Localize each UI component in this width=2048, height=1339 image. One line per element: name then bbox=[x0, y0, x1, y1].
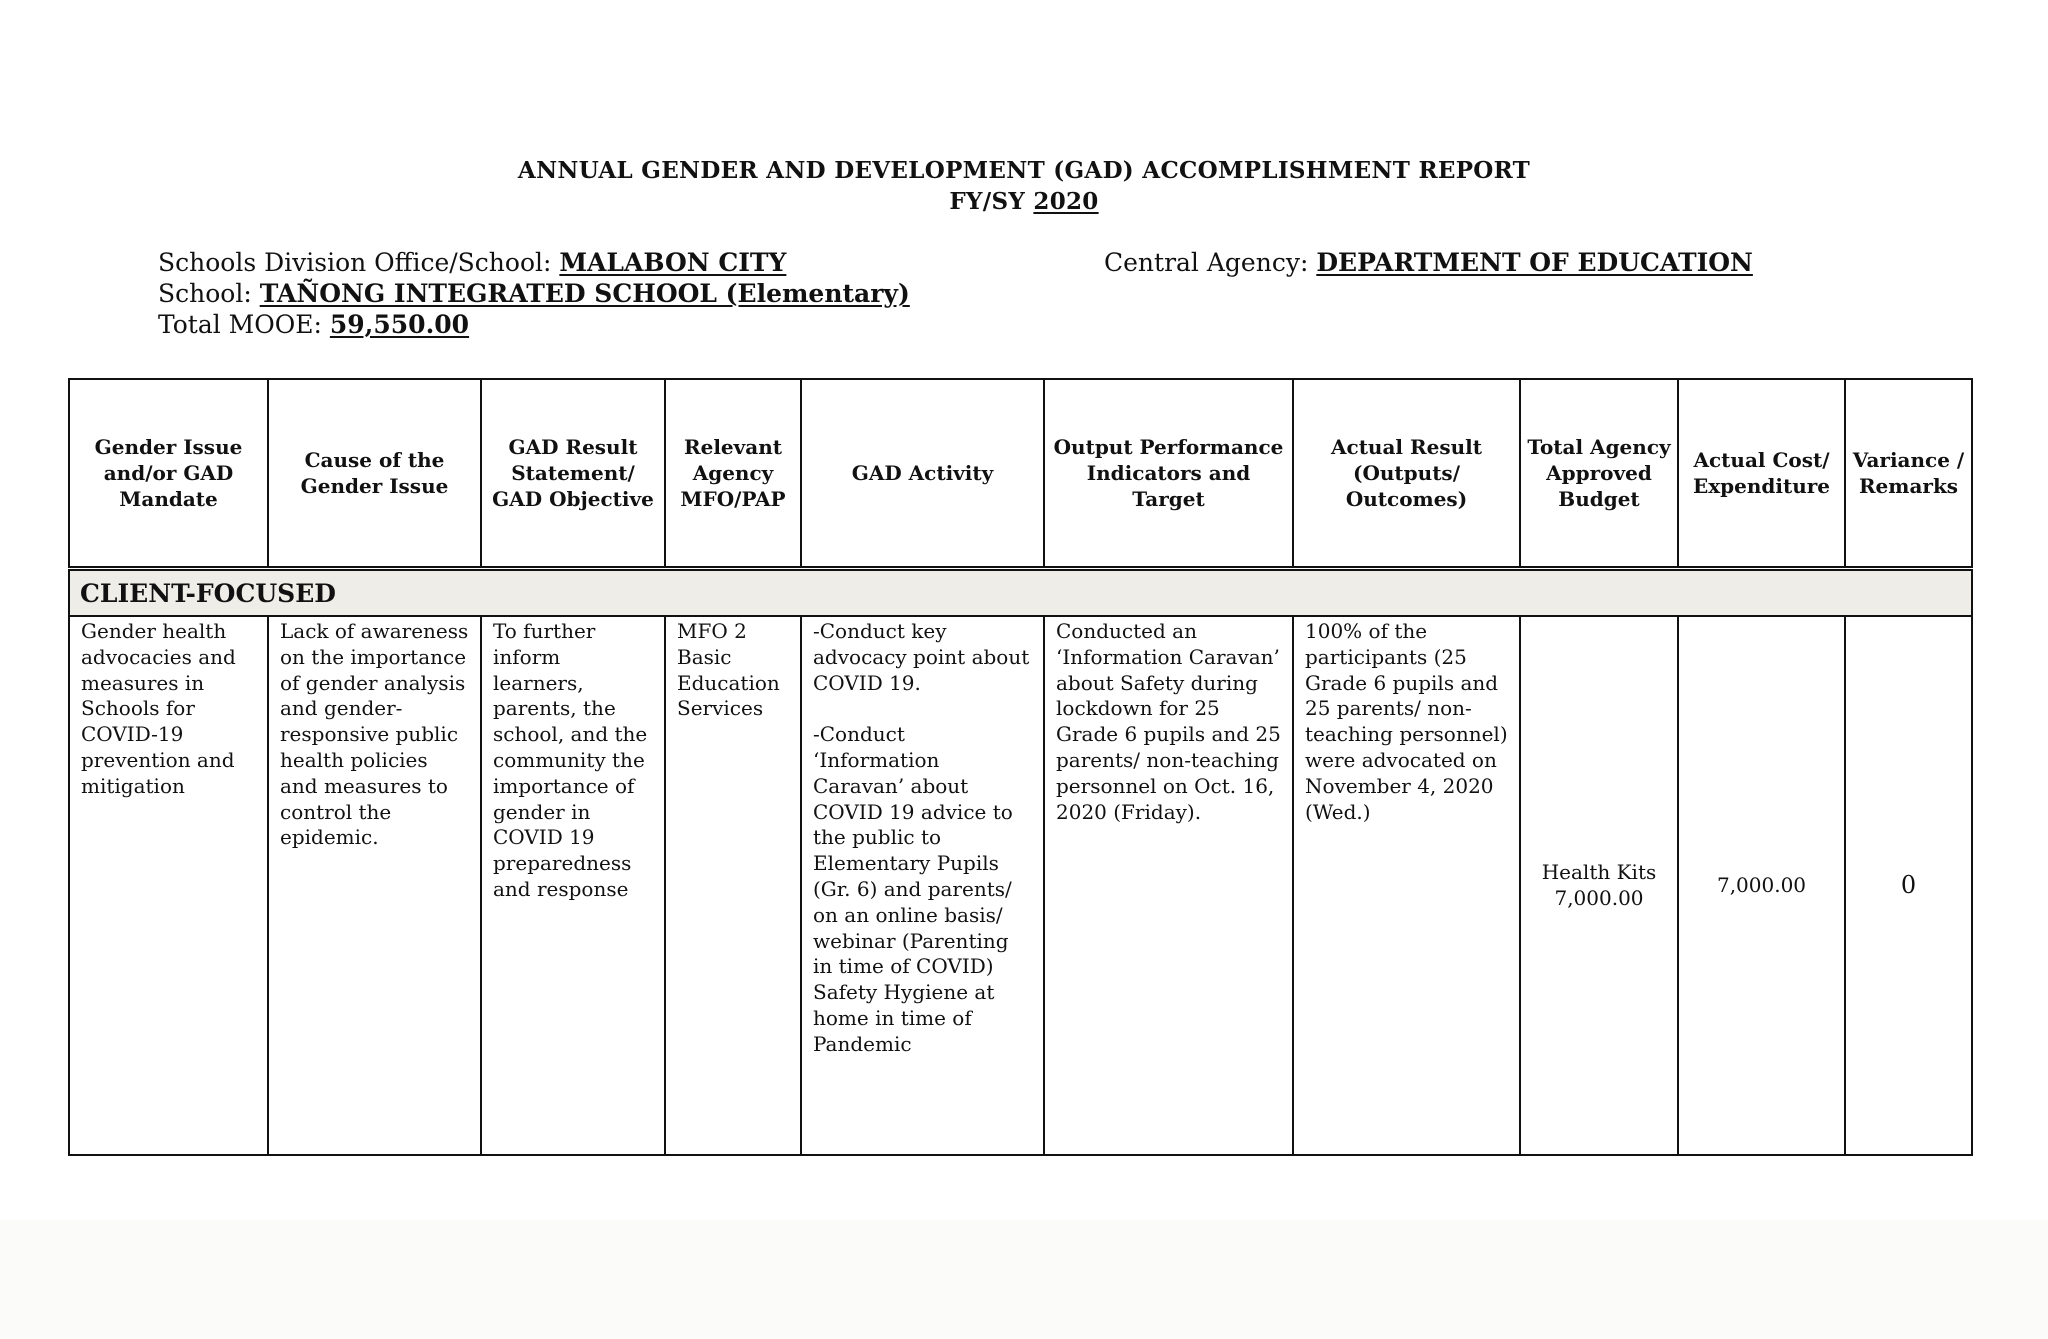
cell-budget: Health Kits 7,000.00 bbox=[1520, 616, 1678, 1155]
header-actual-cost: Actual Cost/ Expenditure bbox=[1678, 379, 1845, 569]
cell-indicators: Conducted an ‘Information Caravan’ about Safety during lockdown for 25 Grade 6 pupils and 25 parents/ non-teaching personnel on Oct. 16, 2020 (Friday). bbox=[1044, 616, 1293, 1155]
division-line bbox=[158, 248, 786, 277]
division-label: Schools Division Office/School: bbox=[158, 248, 560, 277]
table-row bbox=[69, 616, 1972, 1155]
header-output-indicators: Output Performance Indicators and Target bbox=[1044, 379, 1293, 569]
cell-actual-cost: 7,000.00 bbox=[1678, 616, 1845, 1155]
header-mfo-pap: Relevant Agency MFO/PAP bbox=[665, 379, 801, 569]
cell-variance: 0 bbox=[1845, 616, 1972, 1155]
division-value: MALABON CITY bbox=[559, 248, 787, 277]
header-gender-issue: Gender Issue and/or GAD Mandate bbox=[69, 379, 268, 569]
header-row bbox=[69, 379, 1972, 569]
mooe-label: Total MOOE: bbox=[158, 310, 330, 339]
fiscal-year-value: 2020 bbox=[1033, 188, 1099, 215]
report-title: ANNUAL GENDER AND DEVELOPMENT (GAD) ACCOMPLISHMENT REPORT bbox=[517, 157, 1531, 184]
fiscal-year-line bbox=[0, 188, 2048, 215]
section-label: CLIENT-FOCUSED bbox=[69, 569, 1972, 617]
agency-line bbox=[1104, 248, 1753, 277]
header-cause: Cause of the Gender Issue bbox=[268, 379, 481, 569]
header-approved-budget: Total Agency Approved Budget bbox=[1520, 379, 1678, 569]
mooe-value: 59,550.00 bbox=[329, 310, 470, 339]
cell-activity: -Conduct key advocacy point about COVID 19. -Conduct ‘Information Caravan’ about COVID 19 advice to the public to Elementary Pupils (Gr. 6) and parents/ on an online basis/ webinar (Parenting in time of COVID) Safety Hygiene at home in time of Pandemic bbox=[801, 616, 1044, 1155]
school-line bbox=[158, 279, 910, 308]
header-variance: Variance / Remarks bbox=[1845, 379, 1972, 569]
accomplishment-table bbox=[68, 378, 1973, 1156]
mooe-line bbox=[158, 310, 469, 339]
page-bottom-margin bbox=[0, 1220, 2048, 1339]
header-result-statement: GAD Result Statement/ GAD Objective bbox=[481, 379, 665, 569]
section-row bbox=[69, 569, 1972, 617]
agency-value: DEPARTMENT OF EDUCATION bbox=[1316, 248, 1753, 277]
cell-mfo: MFO 2 Basic Education Services bbox=[665, 616, 801, 1155]
school-value: TAÑONG INTEGRATED SCHOOL (Elementary) bbox=[259, 279, 910, 308]
fiscal-year-label: FY/SY bbox=[949, 188, 1034, 215]
agency-label: Central Agency: bbox=[1104, 248, 1317, 277]
header-gad-activity: GAD Activity bbox=[801, 379, 1044, 569]
cell-actual-result: 100% of the participants (25 Grade 6 pupils and 25 parents/ non-teaching personnel) were advocated on November 4, 2020 (Wed.) bbox=[1293, 616, 1520, 1155]
cell-cause: Lack of awareness on the importance of gender analysis and gender-responsive public health policies and measures to control the epidemic. bbox=[268, 616, 481, 1155]
school-label: School: bbox=[158, 279, 260, 308]
cell-gender-issue: Gender health advocacies and measures in Schools for COVID-19 prevention and mitigation bbox=[69, 616, 268, 1155]
header-actual-result: Actual Result (Outputs/ Outcomes) bbox=[1293, 379, 1520, 569]
cell-objective: To further inform learners, parents, the school, and the community the importance of gender in COVID 19 preparedness and response bbox=[481, 616, 665, 1155]
